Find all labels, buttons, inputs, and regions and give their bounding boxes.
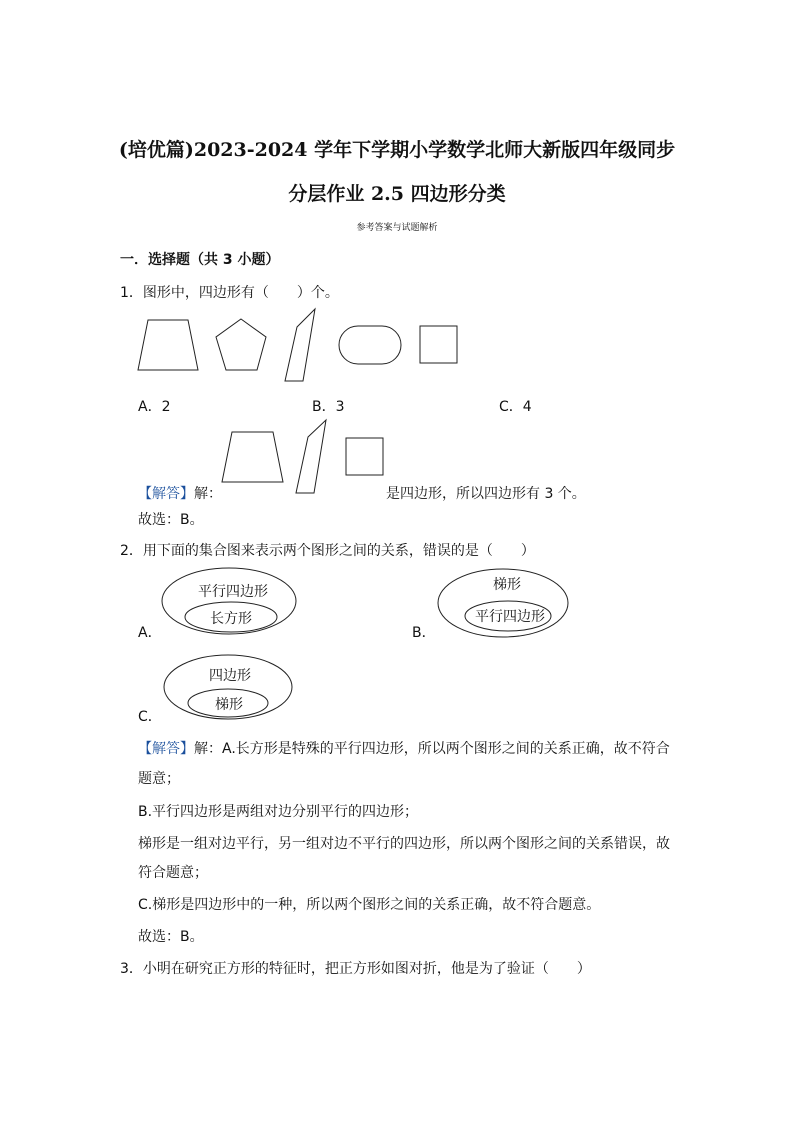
- answer-tag: 【解答】: [138, 741, 194, 757]
- set-b-outer-label: 梯形: [493, 577, 521, 593]
- q1-answer-suffix: 是四边形，所以四边形有 3 个。: [386, 486, 586, 502]
- q3-stem: 3．小明在研究正方形的特征时，把正方形如图对折，他是为了验证（ ）: [120, 961, 591, 977]
- answer-tag: 【解答】: [138, 486, 194, 502]
- doc-title-line1: (培优篇)2023-2024 学年下学期小学数学北师大新版四年级同步: [118, 139, 676, 161]
- q2-option-b[interactable]: B．: [412, 625, 436, 641]
- set-a-outer-label: 平行四边形: [198, 584, 268, 600]
- q1-option-b[interactable]: B．3: [312, 399, 345, 415]
- doc-title-line2: 分层作业 2.5 四边形分类: [288, 183, 506, 205]
- q2-answer-line4: 梯形是一组对边平行，另一组对边不平行的四边形，所以两个图形之间的关系错误，故: [138, 836, 670, 852]
- q1-option-c[interactable]: C．4: [499, 399, 532, 415]
- q2-choice: 故选：B。: [138, 929, 204, 945]
- q2-option-c[interactable]: C．: [138, 709, 162, 725]
- set-b-inner-label: 平行四边形: [475, 609, 545, 625]
- set-c-inner-label: 梯形: [215, 697, 243, 713]
- q1-choice: 故选：B。: [138, 512, 204, 528]
- q2-stem: 2．用下面的集合图来表示两个图形之间的关系，错误的是（ ）: [120, 543, 535, 559]
- q2-answer-line2: 题意；: [138, 771, 180, 787]
- doc-subtitle: 参考答案与试题解析: [356, 223, 438, 233]
- answer-prefix: 解：: [194, 486, 222, 502]
- q1-option-a[interactable]: A．2: [138, 399, 171, 415]
- q2-option-a[interactable]: A．: [138, 625, 162, 641]
- section-heading: 一．选择题（共 3 小题）: [120, 252, 280, 268]
- q2-answer-line3: B.平行四边形是两组对边分别平行的四边形；: [138, 804, 419, 820]
- q2-answer-line6: C.梯形是四边形中的一种，所以两个图形之间的关系正确，故不符合题意。: [138, 897, 601, 913]
- q2-answer-line5: 符合题意；: [138, 865, 208, 881]
- q1-stem: 1．图形中，四边形有（ ）个。: [120, 285, 339, 301]
- answer-text: 解：A.长方形是特殊的平行四边形，所以两个图形之间的关系正确，故不符合: [194, 741, 670, 757]
- set-c-outer-label: 四边形: [209, 668, 251, 684]
- set-a-inner-label: 长方形: [210, 611, 252, 627]
- q2-answer-line1: [138, 738, 670, 758]
